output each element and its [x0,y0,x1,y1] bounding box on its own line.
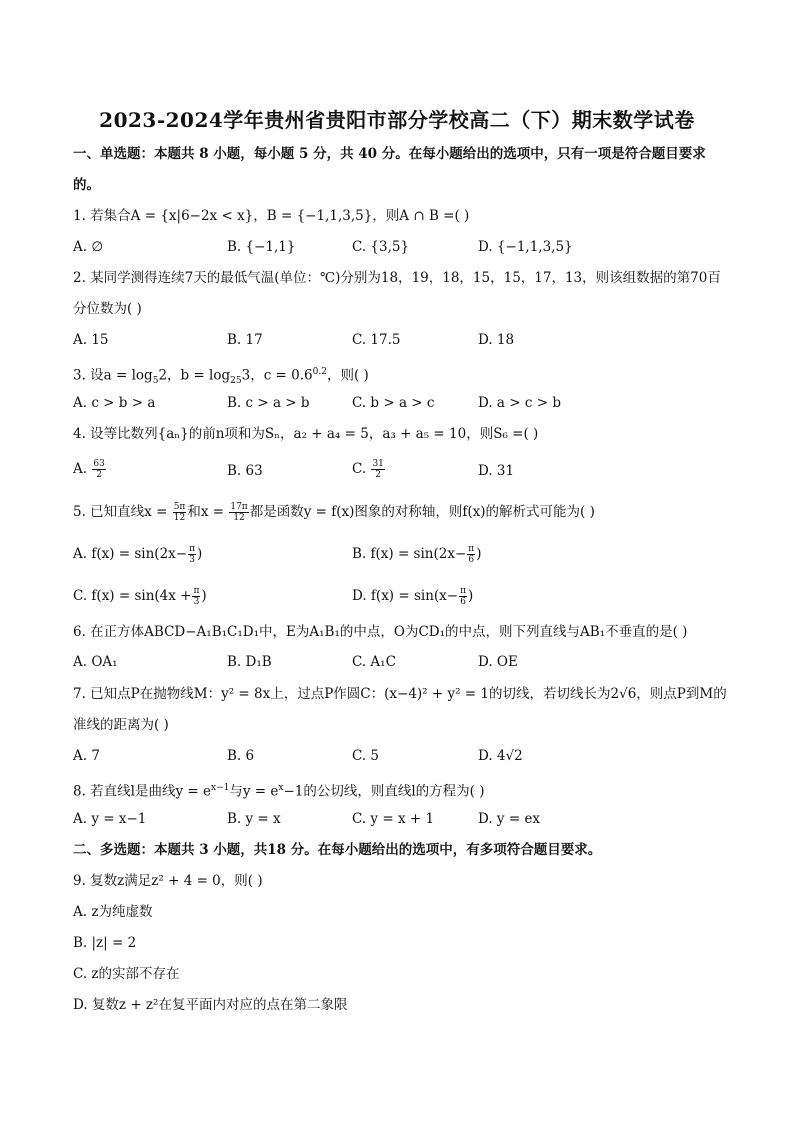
q8-exponent-b: x [278,783,284,793]
q5-option-a-part: A. f(x) = sin(2x− [73,546,188,562]
q4-option-d: D. 31 [478,463,515,479]
q5-option-b-fraction [467,544,475,565]
q4-option-a-fraction [92,459,105,480]
q4-option-b: B. 63 [227,463,263,479]
fraction-denominator: 6 [460,597,466,607]
q8-option-d: D. y = ex [478,811,541,827]
q2-option-a: A. 15 [73,332,109,348]
fraction-denominator: 12 [173,513,186,523]
q7-option-a: A. 7 [73,748,100,764]
q2-option-d: D. 18 [478,332,515,348]
q9-option-b: B. |z| = 2 [73,935,137,951]
q7-option-b: B. 6 [227,748,255,764]
q8-exponent-a: x−1 [211,783,230,793]
q5-option-c [73,586,207,607]
q5-stem-part: 和x = [187,504,225,520]
q4-option-a-label: A. [73,461,88,477]
fraction-denominator: 3 [189,555,195,565]
q5-option-a [73,544,202,565]
fraction-numerator: π [189,544,196,554]
q4-option-c [352,459,386,480]
q8-option-b: B. y = x [227,811,281,827]
q8-stem-part: 8. 若直线l是曲线y = e [73,783,211,800]
fraction-numerator: 63 [93,459,105,469]
q6-stem: 6. 在正方体ABCD−A₁B₁C₁D₁中，E为A₁B₁的中点，O为CD₁的中点，则下列直线与AB₁不垂直的是( ) [73,624,688,640]
q5-stem-part: 5. 已知直线x = [73,504,168,520]
q7-stem: 7. 已知点P在抛物线M：y² = 8x上，过点P作圆C：(x−4)² + y² = 1的切线，若切线长为2√6，则点P到M的 [73,686,727,702]
q3-option-c: C. b > a > c [352,395,435,411]
fraction-numerator: 31 [372,459,384,469]
q2-option-c: C. 17.5 [352,332,401,348]
q7-option-d: D. 4√2 [478,748,523,764]
q5-stem [73,502,595,523]
q4-option-c-fraction [371,459,384,480]
fraction-denominator: 2 [375,470,382,480]
q3-option-a: A. c > b > a [73,395,156,411]
q5-option-a-fraction [188,544,196,565]
q5-option-d-fraction [459,586,467,607]
q5-stem-part: 都是函数y = f(x)图象的对称轴，则f(x)的解析式可能为( ) [249,504,595,520]
q5-fraction-1 [173,502,187,523]
q3-option-b: B. c > a > b [227,395,310,411]
q2-stem-cont: 分位数为( ) [73,301,142,317]
q1-option-d: D. {−1,1,3,5} [478,239,573,255]
q6-option-c: C. A₁C [352,654,396,670]
q3-option-d: D. a > c > b [478,395,561,411]
q5-option-b [352,544,481,565]
q2-stem: 2. 某同学测得连续7天的最低气温(单位：℃)分别为18，19，18，15，15，17，13，则该组数据的第70百 [73,270,721,286]
fraction-denominator: 12 [233,513,245,523]
q7-stem-cont: 准线的距离为( ) [73,717,169,733]
q5-option-b-part: ) [476,546,482,562]
q5-option-b-part: B. f(x) = sin(2x− [352,546,467,562]
q5-option-d-part: ) [468,588,474,604]
q1-stem: 1. 若集合A = {x|6−2x < x}，B = {−1,1,3,5}，则A ∩ B =( ) [73,208,470,224]
q4-option-a [73,459,107,480]
q1-option-b: B. {−1,1} [227,239,296,255]
q3-stem-part: 3. 设a = log [73,367,153,384]
q6-option-a: A. OA₁ [73,654,118,670]
q5-option-d-part: D. f(x) = sin(x− [352,588,459,604]
q5-fraction-2 [229,502,248,523]
q5-option-d [352,586,473,607]
q9-stem: 9. 复数z满足z² + 4 = 0，则( ) [73,873,263,889]
fraction-numerator: π [460,586,467,596]
q1-option-a: A. ∅ [73,239,104,255]
q1-option-c: C. {3,5} [352,239,410,255]
q3-stem-part: 3，c = 0.6 [241,367,313,384]
q4-option-c-label: C. [352,461,367,477]
q8-stem-part: 与y = e [229,783,279,800]
fraction-numerator: 5π [173,502,186,512]
q5-option-a-part: ) [197,546,203,562]
q9-option-c: C. z的实部不存在 [73,966,180,982]
q8-stem [73,778,484,802]
fraction-numerator: 17π [230,502,248,512]
q2-option-b: B. 17 [227,332,263,348]
q3-exponent: 0.2 [312,367,327,377]
q3-stem-part: ，则( ) [326,367,369,384]
q8-option-c: C. y = x + 1 [352,811,435,827]
q8-stem-part: −1的公切线，则直线l的方程为( ) [283,783,485,800]
fraction-denominator: 3 [193,597,200,607]
q3-stem-part: 2，b = log [158,367,231,384]
q4-stem: 4. 设等比数列{aₙ}的前n项和为Sₙ，a₂ + a₄ = 5，a₃ + a₅ = 10，则S₆ =( ) [73,426,539,442]
section1-heading: 一、单选题：本题共 8 小题，每小题 5 分，共 40 分。在每小题给出的选项中，只有一项是符合题目要求 [73,146,706,162]
fraction-numerator: π [468,544,475,554]
q5-option-c-part: C. f(x) = sin(4x + [73,588,192,604]
q9-option-d: D. 复数z + z²在复平面内对应的点在第二象限 [73,997,348,1013]
q5-option-c-part: ) [201,588,207,604]
section2-heading: 二、多选题：本题共 3 小题，共18 分。在每小题给出的选项中，有多项符合题目要求。 [73,842,602,858]
section1-heading-cont: 的。 [73,177,100,193]
q5-option-c-fraction [192,586,200,607]
q7-option-c: C. 5 [352,748,380,764]
q3-log-base-a: 5 [152,376,159,387]
q9-option-a: A. z为纯虚数 [73,904,153,920]
fraction-denominator: 2 [96,470,102,480]
exam-title: 2023-2024学年贵州省贵阳市部分学校高二（下）期末数学试卷 [99,108,695,132]
q3-stem [73,362,369,391]
fraction-denominator: 6 [468,555,475,565]
q3-log-base-b: 25 [230,376,242,387]
q6-option-d: D. OE [478,654,518,670]
fraction-numerator: π [193,586,200,596]
q8-option-a: A. y = x−1 [73,811,147,827]
q6-option-b: B. D₁B [227,654,272,670]
